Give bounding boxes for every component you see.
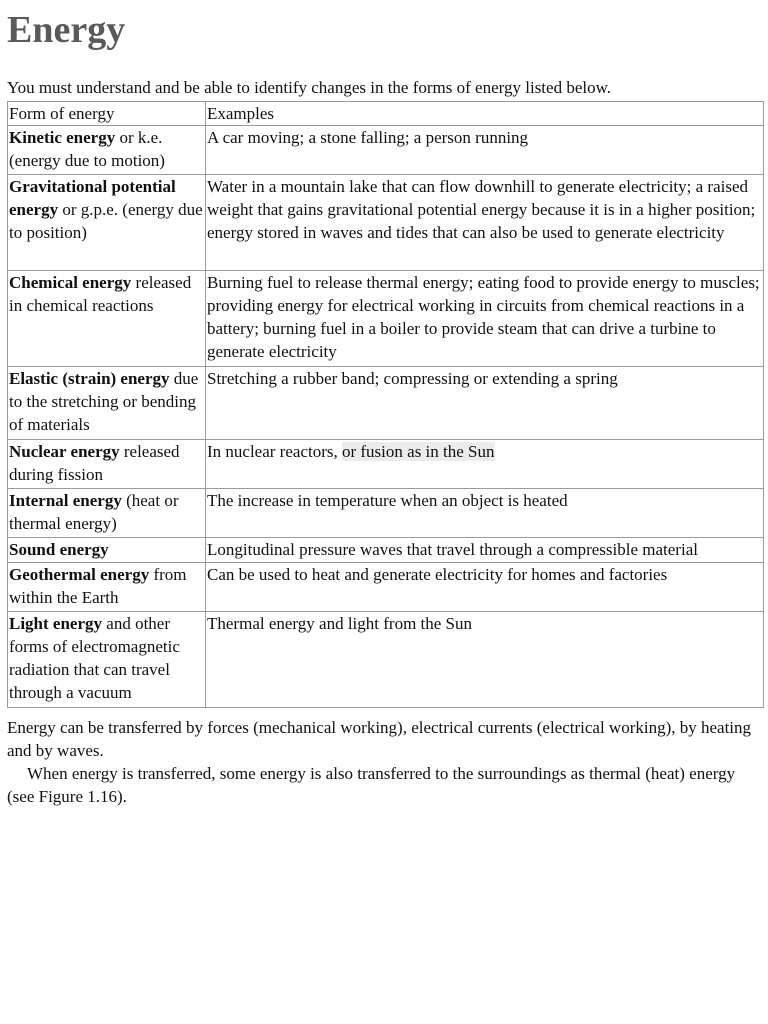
table-row <box>8 612 764 708</box>
examples-cell: The increase in temperature when an object is heated <box>206 489 764 538</box>
form-name: Geothermal energy <box>9 565 150 584</box>
form-name: Internal energy <box>9 491 122 510</box>
examples-cell: Longitudinal pressure waves that travel through a compressible material <box>206 538 764 563</box>
table-row <box>8 563 764 612</box>
examples-cell: Can be used to heat and generate electricity for homes and factories <box>206 563 764 612</box>
intro-text: You must understand and be able to identify changes in the forms of energy listed below. <box>7 78 612 97</box>
table-row <box>8 271 764 367</box>
table-row <box>8 367 764 440</box>
form-cell <box>8 126 206 175</box>
form-name: Gravitational potential energy <box>9 177 176 219</box>
examples-cell: Thermal energy and light from the Sun <box>206 612 764 708</box>
examples-cell: Burning fuel to release thermal energy; eating food to provide energy to muscles; providing energy for electrical working in circuits from chemical reactions in a battery; burning fuel in a boiler to provide steam that can drive a turbine to generate electricity <box>206 271 764 367</box>
table-row <box>8 126 764 175</box>
form-cell <box>8 612 206 708</box>
form-cell <box>8 367 206 440</box>
paragraph: Energy can be transferred by forces (mechanical working), electrical currents (electrical working), by heating and by waves. <box>7 718 752 760</box>
form-description: and other forms of electromagnetic radiation that can travel through a vacuum <box>9 614 180 702</box>
table-row <box>8 489 764 538</box>
table-row <box>8 440 764 489</box>
highlighted-text: or fusion as in the Sun <box>341 442 495 461</box>
form-cell <box>8 440 206 489</box>
form-description: released in chemical reactions <box>9 273 192 315</box>
examples-text: In nuclear reactors, <box>207 442 342 461</box>
form-name: Chemical energy <box>9 273 132 292</box>
form-description: due to the stretching or bending of materials <box>9 369 199 434</box>
form-cell <box>8 563 206 612</box>
table-header-row <box>8 102 764 126</box>
table-row <box>8 538 764 563</box>
examples-cell: Water in a mountain lake that can flow downhill to generate electricity; a raised weight that gains gravitational potential energy because it is in a higher position; energy stored in waves and tides that can also be used to generate electricity <box>206 175 764 271</box>
form-description: or k.e. (energy due to motion) <box>9 128 165 170</box>
form-description: released during fission <box>9 442 180 484</box>
form-cell <box>8 538 206 563</box>
form-cell <box>8 175 206 271</box>
form-name: Sound energy <box>9 540 109 559</box>
form-name: Elastic (strain) energy <box>9 369 170 388</box>
form-description: from within the Earth <box>9 565 187 607</box>
page-title: Energy <box>7 9 126 51</box>
examples-cell: A car moving; a stone falling; a person running <box>206 126 764 175</box>
form-name: Light energy <box>9 614 103 633</box>
form-cell <box>8 489 206 538</box>
examples-cell: Stretching a rubber band; compressing or extending a spring <box>206 367 764 440</box>
form-description: (heat or thermal energy) <box>9 491 179 533</box>
body-text <box>7 716 763 808</box>
form-cell <box>8 271 206 367</box>
column-header-form: Form of energy <box>8 102 206 126</box>
energy-forms-table <box>7 101 764 708</box>
document-page <box>7 0 763 808</box>
examples-cell <box>206 440 764 489</box>
paragraph: When energy is transferred, some energy is also transferred to the surroundings as thermal (heat) energy (see Figure 1.16). <box>7 764 736 806</box>
form-description: or g.p.e. (energy due to position) <box>9 200 203 242</box>
table-row <box>8 175 764 271</box>
column-header-examples: Examples <box>206 102 764 126</box>
form-name: Kinetic energy <box>9 128 116 147</box>
form-name: Nuclear energy <box>9 442 120 461</box>
